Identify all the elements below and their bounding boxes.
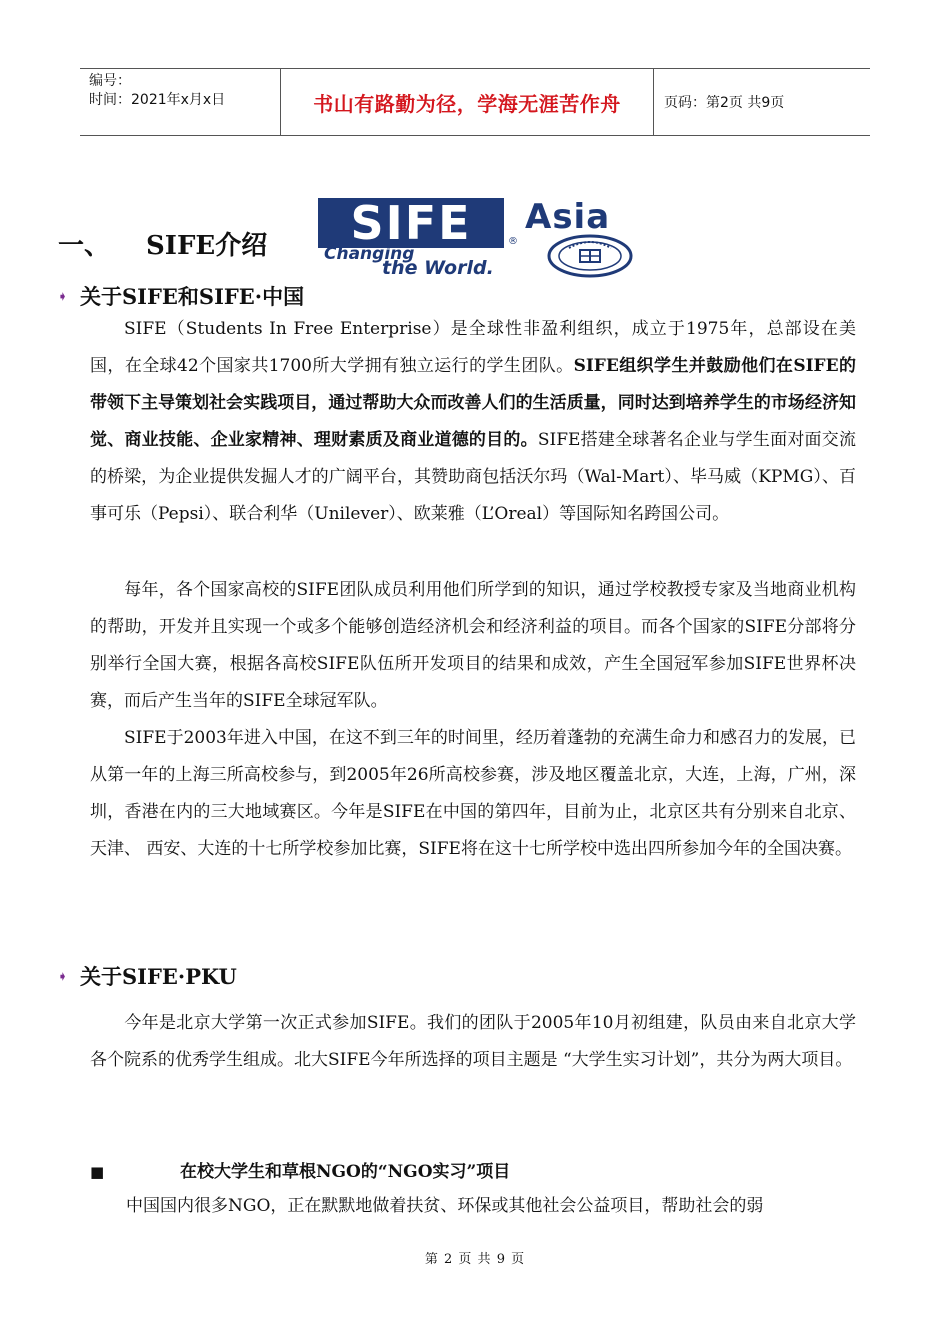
section-number: 一、 [58, 231, 111, 261]
annual-text: 每年，各个国家高校的SIFE团队成员利用他们所学到的知识，通过学校教授专家及当地商业机构的帮助，开发并且实现一个或多个能够创造经济机会和经济利益的项目。而各个国家的SIFE分部将分别举行全国大赛，根据各高校SIFE队伍所开发项目的结果和成效，产生全国冠军参加SIFE世界杯决赛，而后产生当年的SIFE全球冠军队。 [90, 580, 856, 711]
paragraph-sife-intro [90, 311, 856, 533]
pku-text: 今年是北京大学第一次正式参加SIFE。我们的团队于2005年10月初组建，队员由来自北京大学各个院系的优秀学生组成。北大SIFE今年所选择的项目主题是 “大学生实习计划”，共分为两大项目。 [90, 1013, 856, 1070]
subheading-text: 关于SIFE·PKU [80, 964, 237, 989]
document-header [80, 68, 870, 136]
item-title: 在校大学生和草根NGO的“NGO实习”项目 [180, 1162, 511, 1182]
intro-text-bold: SIFE组织学生并鼓励他们在SIFE的带领下主导策划社会实践项目，通过帮助大众而改善人们的生活质量，同时达到培养学生的市场经济知觉、商业技能、企业家精神、理财素质及商业道德的目的。 [90, 356, 856, 450]
intro-text-a: SIFE（Students In Free Enterprise）是全球性非盈利组织，成立于1975年，总部设在美国，在全球42个国家共1700所大学拥有独立运行的学生团队。 [90, 319, 856, 376]
paragraph-pku [90, 1005, 856, 1079]
square-bullet-icon: ■ [90, 1163, 105, 1181]
university-seal-icon [547, 234, 633, 278]
bullet-icon: ➧ [58, 289, 68, 303]
china-text: SIFE于2003年进入中国，在这不到三年的时间里，经历着蓬勃的充满生命力和感召力的发展，已从第一年的上海三所高校参与，到2005年26所高校参赛，涉及地区覆盖北京，大连，上海，广州，深圳，香港在内的三大地域赛区。今年是SIFE在中国的第四年，目前为止，北京区共有分别来自北京、天津、 西安、大连的十七所学校参加比赛，SIFE将在这十七所学校中选出四所参加今年的全国决赛。 [90, 728, 856, 859]
header-meta [80, 69, 280, 135]
header-page-label: 页码：第2页 共9页 [664, 95, 785, 111]
paragraph-china [90, 720, 856, 868]
number-label: 编号： [89, 73, 131, 89]
logo-tagline-2: the World. [382, 257, 494, 279]
page-footer: 第 2 页 共 9 页 [424, 1252, 526, 1267]
item-heading-ngo [90, 1157, 510, 1182]
time-label: 时间：2021年x月x日 [89, 92, 226, 108]
bullet-icon: ➧ [58, 969, 68, 983]
logo-asia: Asia [525, 197, 611, 237]
section-title: SIFE介绍 [146, 231, 268, 261]
intro-text-b: SIFE搭建全球著名企业与学生面对面交流的桥梁，为企业提供发掘人才的广阔平台，其赞助商包括沃尔玛（Wal-Mart）、毕马威（KPMG）、百事可乐（Pepsi）、联合利华（Unilever）、欧莱雅（L’Oreal）等国际知名跨国公司。 [90, 430, 856, 524]
paragraph-annual [90, 572, 856, 720]
subheading-sife-china [58, 281, 304, 311]
ngo-text: 中国国内很多NGO，正在默默地做着扶贫、环保或其他社会公益项目，帮助社会的弱 [126, 1196, 764, 1216]
header-motto: 书山有路勤为径，学海无涯苦作舟 [280, 69, 654, 135]
sife-logo-text: SIFE [350, 196, 472, 250]
subheading-text: 关于SIFE和SIFE·中国 [80, 284, 305, 309]
paragraph-ngo [126, 1188, 856, 1225]
registered-mark: ® [508, 236, 518, 247]
logo-tagline-1: Changing [324, 244, 415, 264]
subheading-sife-pku [58, 961, 237, 991]
section-heading [58, 225, 267, 262]
